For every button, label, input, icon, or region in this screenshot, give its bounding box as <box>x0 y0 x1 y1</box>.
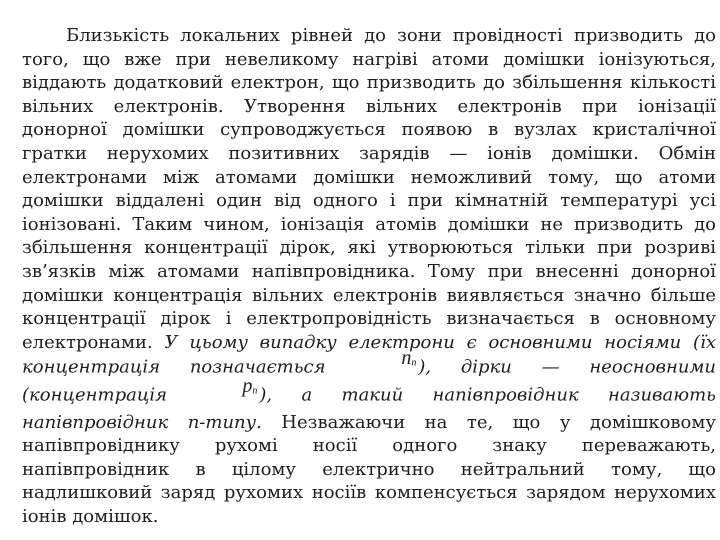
hole-concentration-symbol <box>196 375 259 403</box>
paragraph-text-italic-ntype: ), а такий напівпровідник називають напівпровідник n-типу. <box>22 385 716 433</box>
electron-concentration-symbol <box>355 347 418 375</box>
document-page <box>22 24 716 528</box>
body-paragraph <box>22 24 716 528</box>
symbol-p: p <box>242 375 253 398</box>
paragraph-text-neutrality: Незважаючи на те, що у домішковому напівпровіднику рухомі носії одного знаку переважають, напівпровідник в цілому електрично нейтральний тому, що надлишковий заряд рухомих носіїв компенсується зарядом нерухомих іонів домішок. <box>22 411 716 527</box>
paragraph-text-italic-majority: У цьому випадку електрони є основними носіями (їх концентрація позначається <box>22 331 716 378</box>
symbol-p-subscript: n <box>252 385 258 397</box>
paragraph-text-italic-minority: ), дірки — неосновними (концентрація <box>22 356 716 406</box>
symbol-n: n <box>401 347 412 370</box>
paragraph-text-intro: Близькість локальних рівней до зони провідності призводить до того, що вже при невеликому нагріві атоми домішки іонізуються, віддають додатковий електрон, що призводить до збільшення кількості вільних електронів. Утворення вільних електронів при іонізації донорної домішки супроводжується появою в вузлах кристалічної гратки нерухомих позитивних зарядів — іонів домішки. Обмін електронами між атомами домішки неможливий тому, що атоми домішки віддалені один від одного і при кімнатній температурі усі іонізовані. Таким чином, іонізація атомів домішки не призводить до збільшення концентрації дірок, які утворюються тільки при розриві зв’язків між атомами напівпровідника. Тому при внесенні донорної домішки концентрація вільних електронів виявляється значно більше концентрації дірок і електропровідність визначається в основному електронами. <box>22 25 716 353</box>
symbol-n-subscript: n <box>411 357 417 369</box>
